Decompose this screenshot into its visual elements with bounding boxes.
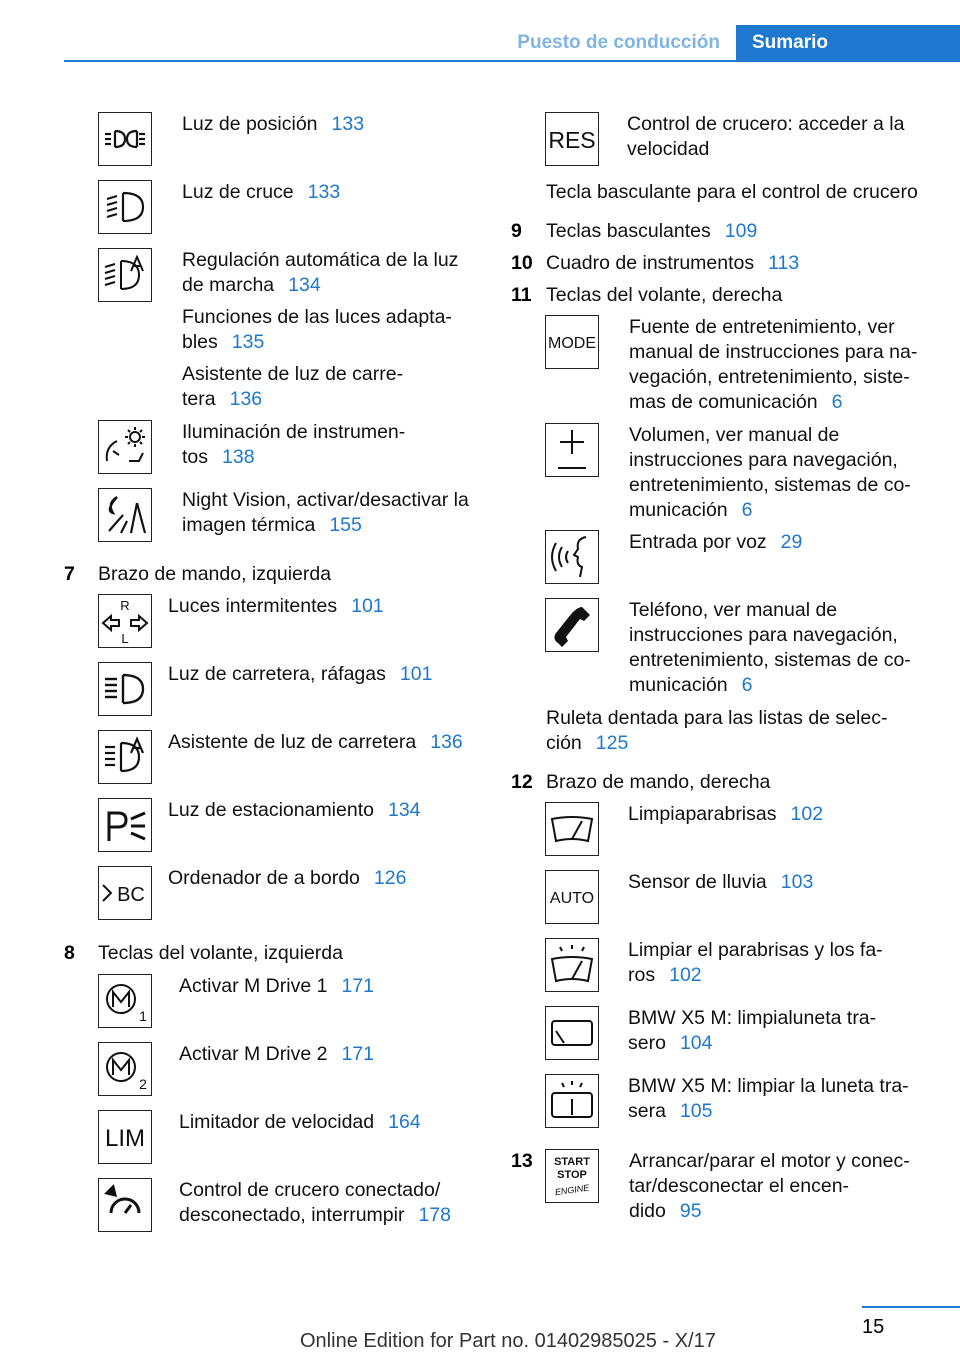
auto-headlight-icon [98,248,152,302]
page-ref-link[interactable]: 136 [229,388,263,410]
list-item: Luz de carretera, ráfagas 101 [168,663,433,685]
page-ref-link[interactable]: 6 [831,391,843,413]
position-light-icon [98,112,152,166]
page-ref-link[interactable]: 113 [768,252,800,274]
footer-edition-text: Online Edition for Part no. 01402985025 - X/17 [300,1330,716,1352]
section-number: 13 [511,1150,533,1172]
list-item: Entrada por voz 29 [629,531,803,553]
voice-input-icon [545,530,599,584]
turn-signal-icon [98,594,152,648]
rear-wiper-icon [545,1006,599,1060]
list-item: Sensor de lluvia 103 [628,871,814,893]
mode-button-icon [545,315,599,369]
page-ref-link[interactable]: 178 [418,1204,451,1226]
section-title: Brazo de mando, izquierda [98,563,332,585]
list-item: Activar M Drive 1 171 [179,975,374,997]
list-item: Activar M Drive 2 171 [179,1043,374,1065]
page-ref-link[interactable]: 105 [679,1100,713,1122]
wiper-icon [545,802,599,856]
page-ref-link[interactable]: 103 [780,871,814,893]
washer-icon [545,938,599,992]
phone-icon [545,598,599,652]
page-ref-link[interactable]: 102 [669,964,702,986]
list-item: Asistente de luz de carretera 136 [168,731,463,753]
list-item: Teléfono, ver manual de instrucciones para navegación, entretenimiento, sistemas de co- municación 6 [629,599,911,696]
page-ref-link[interactable]: 109 [724,220,758,242]
section-number: 9 [511,220,522,242]
list-item: Volumen, ver manual de instrucciones para navegación, entretenimiento, sistemas de co- municación 6 [629,424,911,521]
engine-label: ENGINE [554,1182,590,1198]
section-title: Brazo de mando, derecha [546,771,771,793]
page-ref-link[interactable]: 171 [341,975,374,997]
list-item: Asistente de luz de carre- tera 136 [182,363,404,410]
list-item: Iluminación de instrumen- tos 138 [182,421,406,468]
list-item: Cuadro de instrumentos 113 [546,252,800,274]
m1-label: 1 [139,1008,147,1024]
high-beam-icon [98,662,152,716]
list-item: Luces intermitentes 101 [168,595,384,617]
page-ref-link[interactable]: 134 [288,274,321,296]
section-number: 8 [64,942,75,964]
header-tabs [0,25,960,61]
section-number: 12 [511,771,533,793]
instrument-lighting-icon [98,420,152,474]
list-item: Limitador de velocidad 164 [179,1111,421,1133]
rain-sensor-icon [545,870,599,924]
auto-label: AUTO [549,890,595,907]
cruise-control-icon [98,1178,152,1232]
page-ref-link[interactable]: 135 [231,331,265,353]
page-ref-link[interactable]: 134 [387,799,421,821]
parking-light-icon [98,798,152,852]
list-item: Control de crucero conectado/ desconectado, interrumpir 178 [179,1179,451,1226]
header-rule [64,60,960,62]
list-item: Control de crucero: acceder a la velocidad [627,113,905,160]
list-item: Luz de posición 133 [182,113,365,135]
list-item: Teclas basculantes 109 [546,220,758,242]
page-number: 15 [862,1316,885,1338]
stop-label: STOP [557,1169,587,1181]
page-ref-link[interactable]: 6 [741,499,753,521]
page-ref-link[interactable]: 133 [331,113,365,135]
volume-icon [545,423,599,477]
page-ref-link[interactable]: 104 [679,1032,713,1054]
low-beam-icon [98,180,152,234]
night-vision-icon [98,488,152,542]
tab-puesto-de-conduccion[interactable]: Puesto de conducción [517,32,720,53]
page-ref-link[interactable]: 125 [595,732,629,754]
list-item: BMW X5 M: limpialuneta tra- sero 104 [628,1007,877,1054]
section-number: 7 [64,563,75,585]
list-item: Arrancar/parar el motor y conec- tar/desconectar el encen- dido 95 [629,1150,910,1222]
page-ref-link[interactable]: 155 [329,514,362,536]
section-number: 11 [511,284,532,306]
page-ref-link[interactable]: 171 [341,1043,374,1065]
page-ref-link[interactable]: 164 [388,1111,421,1133]
tab-sumario[interactable]: Sumario [736,25,960,61]
start-label: START [554,1156,590,1168]
footer-rule [862,1306,960,1308]
m2-label: 2 [139,1076,147,1092]
list-item: Luz de cruce 133 [182,181,341,203]
list-item: Limpiaparabrisas 102 [628,803,824,825]
rear-washer-icon [545,1074,599,1128]
turn-l-label: L [121,631,129,646]
page-ref-link[interactable]: 133 [307,181,341,203]
list-item: Ruleta dentada para las listas de selec- ción 125 [546,707,888,754]
list-item: Regulación automática de la luz de marcha 134 [182,249,459,296]
page-ref-link[interactable]: 136 [430,731,463,753]
page-ref-link[interactable]: 138 [222,446,255,468]
section-title: Teclas del volante, izquierda [98,942,343,964]
section-number: 10 [511,252,533,274]
list-item: Funciones de las luces adapta- bles 135 [182,306,452,353]
list-item: Fuente de entretenimiento, ver manual de instrucciones para na- vegación, entretenimiento, siste- mas de comunicación 6 [629,316,918,413]
resume-speed-icon [545,112,599,166]
bc-label: BC [117,884,145,906]
mode-label: MODE [548,335,596,352]
m-drive-2-icon [98,1042,152,1096]
page-ref-link[interactable]: 102 [790,803,824,825]
list-item: Tecla basculante para el control de crucero [546,181,918,203]
list-item: Luz de estacionamiento 134 [168,799,421,821]
page-ref-link[interactable]: 95 [679,1200,702,1222]
high-beam-assist-icon [98,730,152,784]
section-title: Teclas del volante, derecha [546,284,783,306]
page-ref-link[interactable]: 126 [373,867,407,889]
page-ref-link[interactable]: 101 [399,663,433,685]
turn-r-label: R [120,598,130,613]
m-drive-1-icon [98,974,152,1028]
lim-label: LIM [104,1125,146,1152]
list-item: Ordenador de a bordo 126 [168,867,407,889]
list-item: BMW X5 M: limpiar la luneta tra- sera 105 [628,1075,909,1122]
page-ref-link[interactable]: 101 [351,595,384,617]
res-label: RES [548,127,596,153]
speed-limiter-icon [98,1110,152,1164]
list-item: Night Vision, activar/desactivar la imagen térmica 155 [182,489,469,536]
page-ref-link[interactable]: 6 [741,674,753,696]
onboard-computer-icon [98,866,152,920]
list-item: Limpiar el parabrisas y los fa- ros 102 [628,939,883,986]
page-ref-link[interactable]: 29 [780,531,803,553]
start-stop-icon [545,1149,599,1203]
